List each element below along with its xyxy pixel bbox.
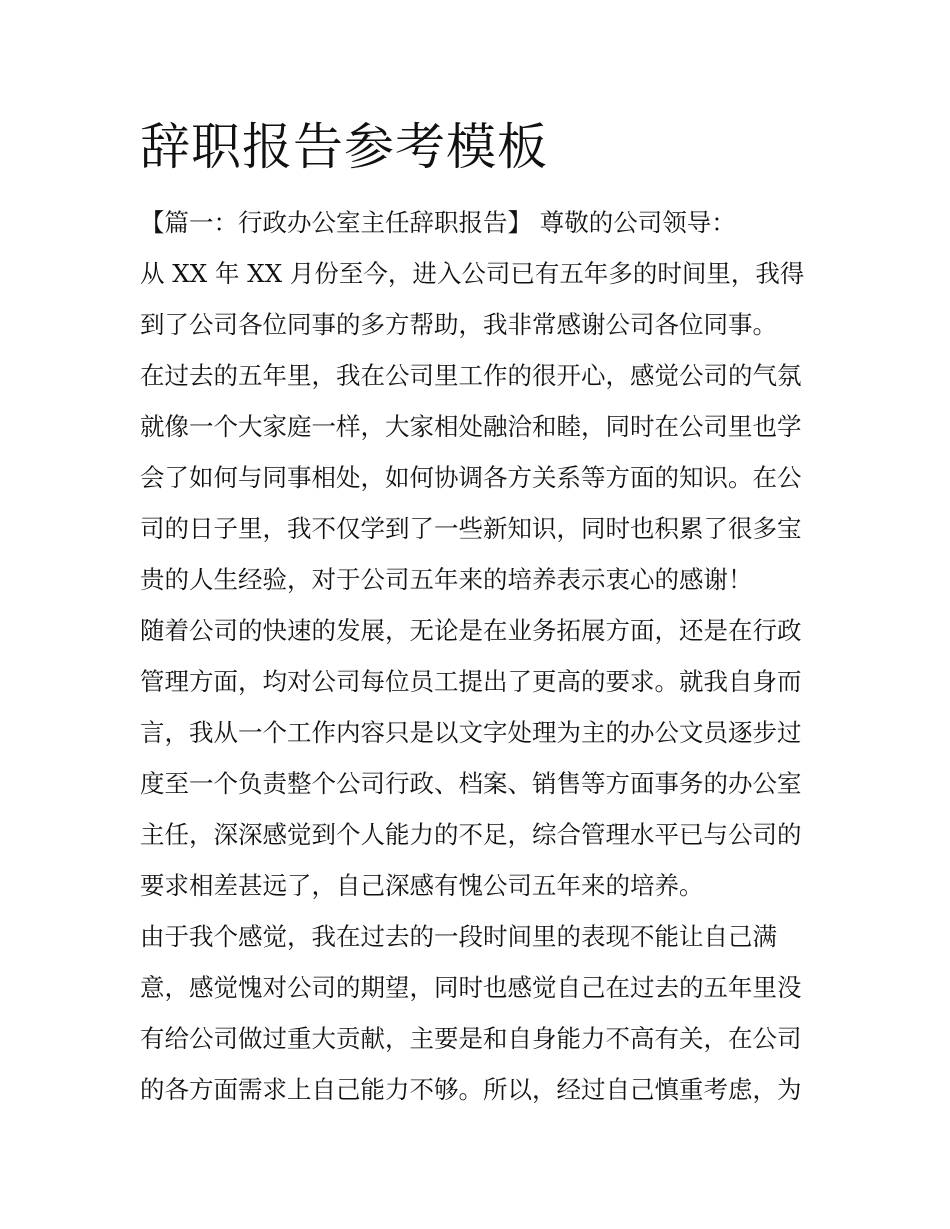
text-line-4: 在过去的五年里，我在公司里工作的很开心，感觉公司的气氛	[140, 361, 802, 390]
text-line-6: 会了如何与同事相处，如何协调各方关系等方面的知识。在公	[140, 463, 802, 492]
text-line-17: 有给公司做过重大贡献，主要是和自身能力不高有关，在公司	[140, 1024, 802, 1053]
text-line-13: 主任，深深感觉到个人能力的不足，综合管理水平已与公司的	[140, 820, 802, 849]
text-line-12: 度至一个负责整个公司行政、档案、销售等方面事务的办公室	[140, 769, 802, 798]
text-line-3: 到了公司各位同事的多方帮助，我非常感谢公司各位同事。	[140, 310, 777, 339]
text-line-2: 从 XX 年 XX 月份至今，进入公司已有五年多的时间里，我得	[140, 259, 805, 288]
text-line-18: 的各方面需求上自己能力不够。所以，经过自己慎重考虑，为	[140, 1075, 802, 1104]
document-title: 辞职报告参考模板	[140, 118, 548, 176]
text-line-10: 管理方面，均对公司每位员工提出了更高的要求。就我自身而	[140, 667, 802, 696]
text-line-14: 要求相差甚远了，自己深感有愧公司五年来的培养。	[140, 871, 704, 900]
text-line-7: 司的日子里，我不仅学到了一些新知识，同时也积累了很多宝	[140, 514, 802, 543]
text-line-15: 由于我个感觉，我在过去的一段时间里的表现不能让自己满	[140, 922, 777, 951]
text-line-8: 贵的人生经验，对于公司五年来的培养表示衷心的感谢！	[140, 565, 753, 594]
text-line-16: 意，感觉愧对公司的期望，同时也感觉自己在过去的五年里没	[140, 973, 802, 1002]
text-line-1: 【篇一：行政办公室主任辞职报告】 尊敬的公司领导：	[140, 208, 736, 237]
text-line-11: 言，我从一个工作内容只是以文字处理为主的办公文员逐步过	[140, 718, 802, 747]
text-line-5: 就像一个大家庭一样，大家相处融洽和睦，同时在公司里也学	[140, 412, 802, 441]
text-line-9: 随着公司的快速的发展，无论是在业务拓展方面，还是在行政	[140, 616, 802, 645]
